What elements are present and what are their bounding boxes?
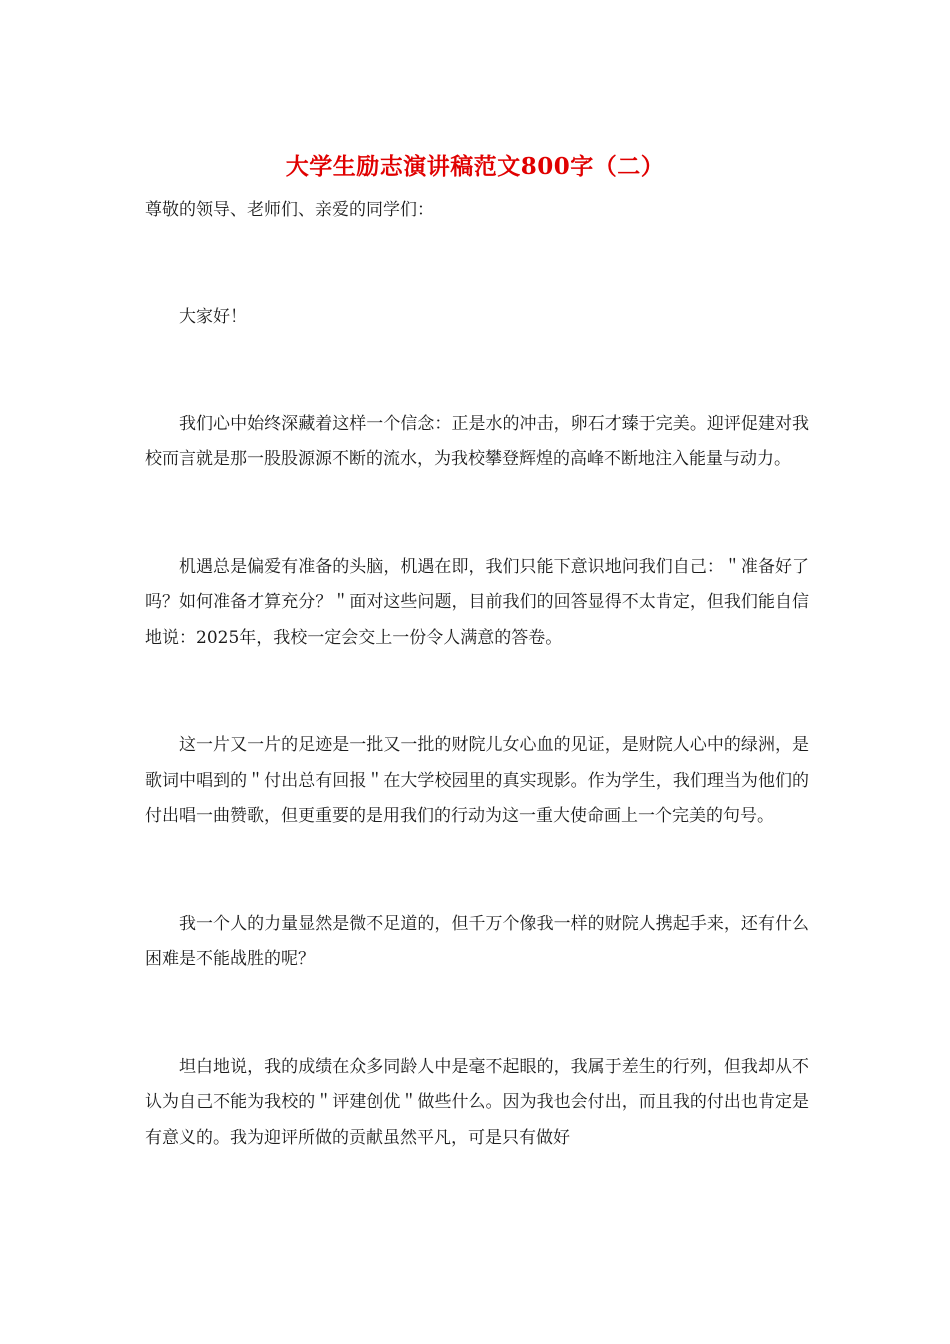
document-title: 大学生励志演讲稿范文800字（二） [285,153,665,180]
document-body [145,193,809,1156]
paragraph-confession: 坦白地说，我的成绩在众多同龄人中是毫不起眼的，我属于差生的行列，但我却从不认为自己不能为我校的＂评建创优＂做些什么。因为我也会付出，而且我的付出也肯定是有意义的。我为迎评所做的贡献虽然平凡，可是只有做好 [145,1056,809,1148]
paragraph-belief: 我们心中始终深藏着这样一个信念：正是水的冲击，卵石才臻于完美。迎评促建对我校而言就是那一股股源源不断的流水，为我校攀登辉煌的高峰不断地注入能量与动力。 [145,413,809,469]
paragraph-spacer [145,478,809,550]
paragraph-spacer [145,978,809,1050]
paragraph-spacer [145,835,809,907]
paragraph-footprints: 这一片又一片的足迹是一批又一批的财院儿女心血的见证，是财院人心中的绿洲，是歌词中唱到的＂付出总有回报＂在大学校园里的真实现影。作为学生，我们理当为他们的付出唱一曲赞歌，但更重要的是用我们的行动为这一重大使命画上一个完美的句号。 [145,735,809,826]
salutation: 尊敬的领导、老师们、亲爱的同学们： [145,200,434,220]
paragraph-greeting: 大家好！ [179,307,247,327]
paragraph-spacer [145,336,809,407]
paragraph-opportunity: 机遇总是偏爱有准备的头脑，机遇在即，我们只能下意识地问我们自己：＂准备好了吗？如何准备才算充分？＂面对这些问题，目前我们的回答显得不太肯定，但我们能自信地说：2025年，我校一定会交上一份令人满意的答卷。 [145,556,809,648]
paragraph-spacer [145,656,809,728]
paragraph-spacer [145,229,809,300]
paragraph-unity: 我一个人的力量显然是微不足道的，但千万个像我一样的财院人携起手来，还有什么困难是不能战胜的呢？ [145,913,809,969]
